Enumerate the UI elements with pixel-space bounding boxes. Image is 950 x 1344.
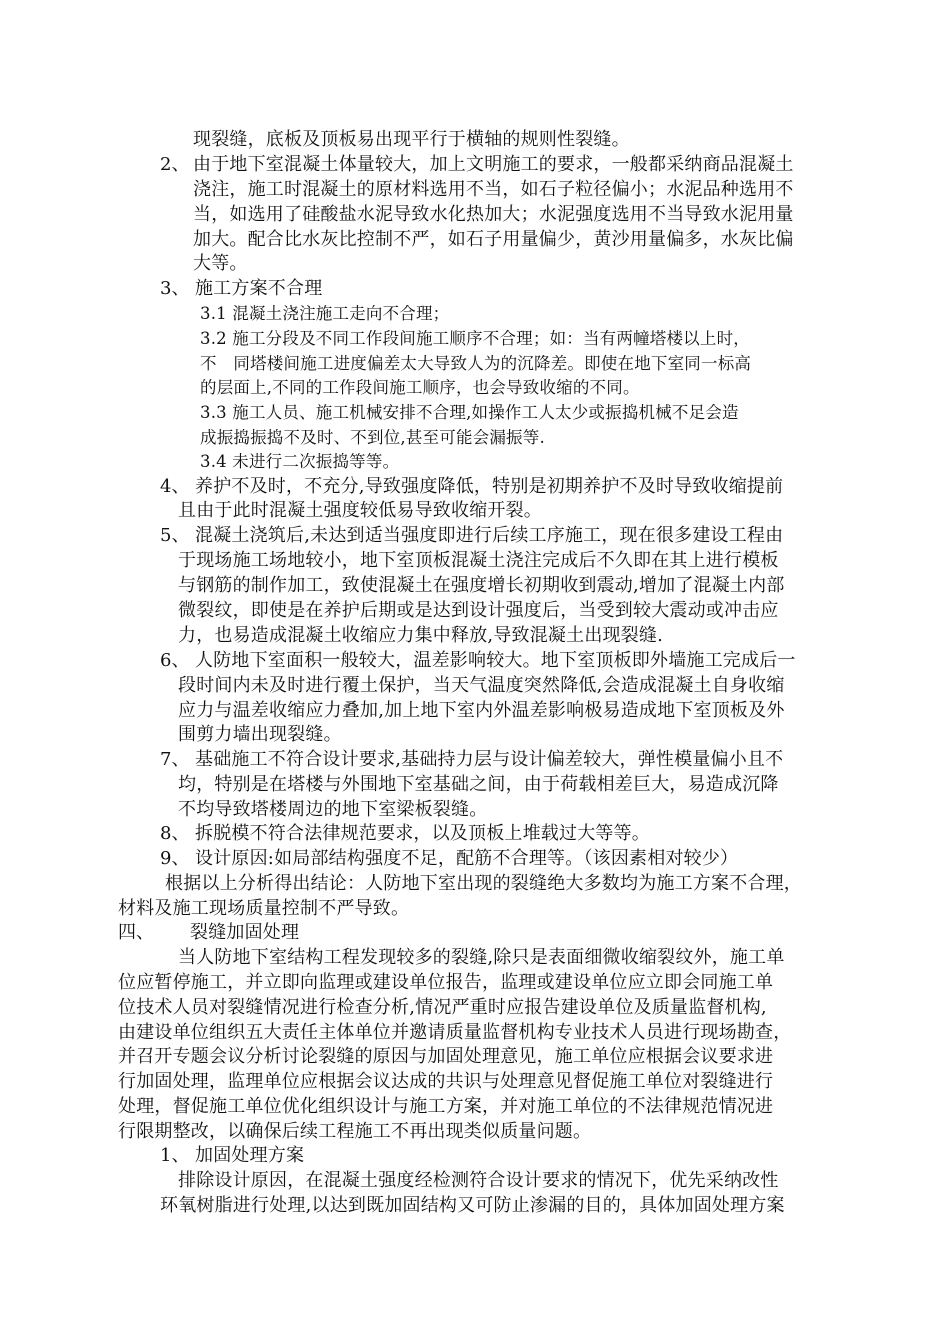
- text-line: 行限期整改，以确保后续工程施工不再出现类似质量问题。: [118, 1121, 592, 1142]
- section-number: 四、: [118, 922, 154, 943]
- text-line: 位技术人员对裂缝情况进行检查分析,情况严重时应报告建设单位及质量监督机构,: [118, 997, 767, 1018]
- section-heading: 施工方案不合理: [195, 278, 323, 299]
- text-line: 当人防地下室结构工程发现较多的裂缝,除只是表面细微收缩裂纹外，施工单: [178, 947, 785, 968]
- text-line: 3.1 混凝土浇注施工走向不合理；: [200, 304, 450, 323]
- text-line: 均，特别是在塔楼与外围地下室基础之间，由于荷载相差巨大，易造成沉降: [178, 774, 779, 795]
- text-line: 3.3 施工人员、施工机械安排不合理,如操作工人太少或振捣机械不足会造: [200, 403, 739, 422]
- list-number: 4、: [160, 476, 190, 497]
- text-line: 的层面上,不同的工作段间施工顺序，也会导致收缩的不同。: [200, 378, 640, 397]
- text-line: 大等。: [193, 253, 248, 274]
- list-number: 1、: [160, 1145, 190, 1166]
- text-line: 围剪力墙出现裂缝。: [178, 724, 342, 745]
- text-line: 基础施工不符合设计要求,基础持力层与设计偏差较大，弹性模量偏小且不: [195, 749, 784, 770]
- list-number: 5、: [160, 525, 190, 546]
- text-line: 且由于此时混凝土强度较低易导致收缩开裂。: [178, 500, 542, 521]
- text-line: 力，也易造成混凝土收缩应力集中释放,导致混凝土出现裂缝.: [178, 625, 664, 646]
- list-number: 9、: [160, 848, 190, 869]
- text-line: 与钢筋的制作加工，致使混凝土在强度增长初期收到震动,增加了混凝土内部: [178, 575, 785, 596]
- section-heading: 加固处理方案: [195, 1145, 305, 1166]
- text-line: 根据以上分析得出结论：人防地下室出现的裂缝绝大多数均为施工方案不合理，: [165, 873, 802, 894]
- text-line: 混凝土浇筑后,未达到适当强度即进行后续工序施工，现在很多建设工程由: [195, 525, 784, 546]
- text-line: 浇注，施工时混凝土的原材料选用不当，如石子粒径偏小；水泥品种选用不: [193, 179, 794, 200]
- text-line: 加大。配合比水灰比控制不严，如石子用量偏少，黄沙用量偏多，水灰比偏: [193, 229, 794, 250]
- text-line: 微裂纹，即使是在养护后期或是达到设计强度后，当受到较大震动或冲击应: [178, 600, 779, 621]
- text-line: 行加固处理，监理单位应根据会议达成的共识与处理意见督促施工单位对裂缝进行: [118, 1071, 774, 1092]
- list-number: 6、: [160, 650, 190, 671]
- text-line: 不均导致塔楼周边的地下室梁板裂缝。: [178, 799, 488, 820]
- text-line: 现裂缝，底板及顶板易出现平行于横轴的规则性裂缝。: [193, 129, 630, 150]
- text-line: 成振捣振捣不及时、不到位,甚至可能会漏振等.: [200, 428, 545, 447]
- text-line: 应力与温差收缩应力叠加,加上地下室内外温差影响极易造成地下室顶板及外: [178, 700, 785, 721]
- text-line: 段时间内未及时进行覆土保护，当天气温度突然降低,会造成混凝土自身收缩: [178, 675, 785, 696]
- text-line: 材料及施工现场质量控制不严导致。: [118, 898, 410, 919]
- text-line: 3.2 施工分段及不同工作段间施工顺序不合理；如：当有两幢塔楼以上时，: [200, 329, 750, 348]
- text-line: 3.4 未进行二次振捣等等。: [200, 452, 400, 471]
- text-line: 人防地下室面积一般较大，温差影响较大。地下室顶板即外墙施工完成后一: [195, 650, 796, 671]
- text-line: 由建设单位组织五大责任主体单位并邀请质量监督机构专业技术人员进行现场勘查，: [118, 1022, 792, 1043]
- section-heading: 裂缝加固处理: [190, 922, 300, 943]
- list-number: 3、: [160, 278, 190, 299]
- text-line: 由于地下室混凝土体量较大，加上文明施工的要求，一般都采纳商品混凝土: [193, 154, 794, 175]
- text-line: 拆脱模不符合法律规范要求，以及顶板上堆载过大等等。: [195, 823, 650, 844]
- text-line: 环氧树脂进行处理,以达到既加固结构又可防止渗漏的目的，具体加固处理方案: [160, 1195, 785, 1216]
- list-number: 8、: [160, 823, 190, 844]
- list-number: 7、: [160, 749, 190, 770]
- text-line: 当，如选用了硅酸盐水泥导致水化热加大；水泥强度选用不当导致水泥用量: [193, 204, 794, 225]
- text-line: 于现场施工场地较小，地下室顶板混凝土浇注完成后不久即在其上进行模板: [178, 550, 779, 571]
- text-line: 排除设计原因，在混凝土强度经检测符合设计要求的情况下，优先采纳改性: [178, 1170, 779, 1191]
- text-line: 处理，督促施工单位优化组织设计与施工方案，并对施工单位的不法律规范情况进: [118, 1096, 774, 1117]
- list-number: 2、: [160, 154, 190, 175]
- text-line: 不 同塔楼间施工进度偏差太大导致人为的沉降差。即使在地下室同一标高: [200, 354, 752, 373]
- text-line: 并召开专题会议分析讨论裂缝的原因与加固处理意见，施工单位应根据会议要求进: [118, 1046, 774, 1067]
- text-line: 位应暂停施工，并立即向监理或建设单位报告，监理或建设单位应立即会同施工单: [118, 972, 774, 993]
- text-line: 设计原因:如局部结构强度不足，配筋不合理等。（该因素相对较少）: [195, 848, 739, 869]
- text-line: 养护不及时，不充分,导致强度降低，特别是初期养护不及时导致收缩提前: [195, 476, 784, 497]
